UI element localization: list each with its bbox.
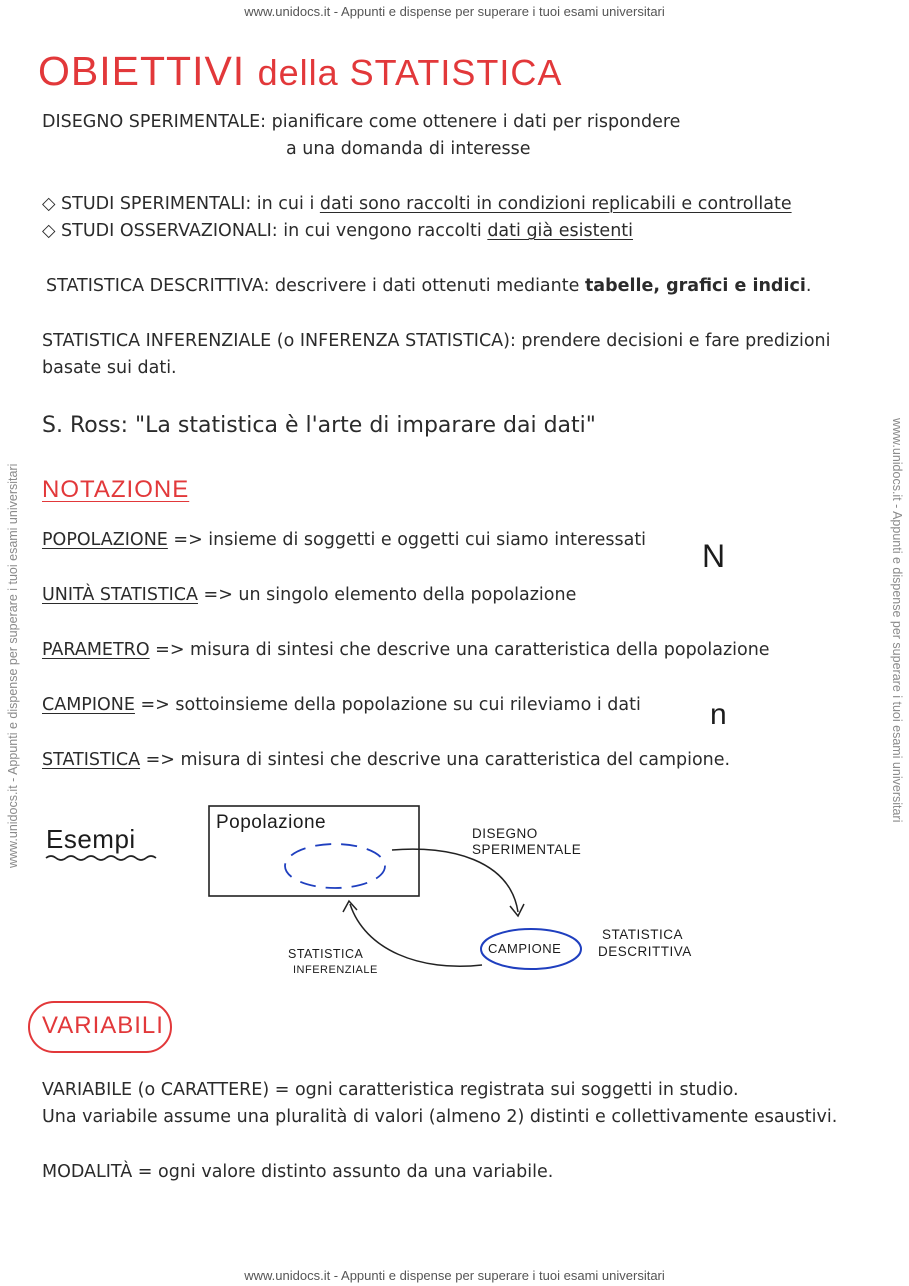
studi-sperimentali <box>42 193 792 215</box>
notazione-item-parametro <box>42 639 770 661</box>
watermark-bottom: www.unidocs.it - Appunti e dispense per superare i tuoi esami universitari <box>244 1268 665 1283</box>
variabile-line1: VARIABILE (o CARATTERE) = ogni caratteristica registrata sui soggetti in studio. <box>42 1080 739 1100</box>
studi-osservazionali <box>42 220 633 242</box>
watermark-right: www.unidocs.it - Appunti e dispense per superare i tuoi esami universitari <box>890 418 904 823</box>
inferenziale-line2: basate sui dati. <box>42 358 177 378</box>
descrittiva-bold: tabelle, grafici e indici <box>584 276 806 296</box>
symbol-small-n: n <box>710 698 728 731</box>
disegno-line1: DISEGNO SPERIMENTALE: pianificare come ottenere i dati per rispondere <box>42 112 681 132</box>
symbol-big-n: N <box>702 538 726 574</box>
disegno-line2: a una domanda di interesse <box>286 139 531 159</box>
statistica-descrittiva <box>46 275 811 297</box>
term-campione: CAMPIONE <box>42 695 135 715</box>
arrow-disegno <box>392 849 518 912</box>
def-popolazione: => insieme di soggetti e oggetti cui siamo interessati <box>167 530 647 550</box>
descrittiva-suffix: . <box>805 276 812 296</box>
watermark-top: www.unidocs.it - Appunti e dispense per superare i tuoi esami universitari <box>244 4 665 19</box>
diagram-inferenziale-label <box>288 946 378 978</box>
page-title <box>38 48 562 95</box>
studi-osservazionali-underlined: dati già esistenti <box>487 221 634 241</box>
notazione-heading <box>42 476 189 504</box>
def-unita: => un singolo elemento della popolazione <box>197 585 577 605</box>
notazione-item-campione <box>42 694 641 716</box>
def-statistica: => misura di sintesi che descrive una caratteristica del campione. <box>140 750 731 770</box>
inner-dashed-ellipse <box>285 844 385 888</box>
notazione-item-popolazione <box>42 529 646 551</box>
modalita-line: MODALITÀ = ogni valore distinto assunto da una variabile. <box>42 1162 554 1182</box>
term-parametro: PARAMETRO <box>42 640 150 660</box>
desc-word1: STATISTICA <box>602 927 684 942</box>
term-statistica: STATISTICA <box>42 750 141 770</box>
studi-osservazionali-label: ◇ STUDI OSSERVAZIONALI: in cui vengono raccolti <box>42 221 488 241</box>
variabile-line2: Una variabile assume una pluralità di valori (almeno 2) distinti e collettivamente esaustivi. <box>42 1107 838 1127</box>
term-unita: UNITÀ STATISTICA <box>42 585 198 605</box>
arrow-inferenziale-head <box>343 901 357 912</box>
diagram-popolazione-label: Popolazione <box>216 812 327 833</box>
ross-quote: S. Ross: "La statistica è l'arte di imparare dai dati" <box>42 413 596 438</box>
esempi-wavy-underline <box>46 856 156 860</box>
inferenziale-line1: STATISTICA INFERENZIALE (o INFERENZA STATISTICA): prendere decisioni e fare predizioni <box>42 331 831 351</box>
disegno-word2: SPERIMENTALE <box>472 842 582 857</box>
def-parametro: => misura di sintesi che descrive una caratteristica della popolazione <box>149 640 770 660</box>
title-main: OBIETTIVI <box>38 48 246 94</box>
term-popolazione: POPOLAZIONE <box>42 530 168 550</box>
inf-word2: INFERENZIALE <box>293 964 378 976</box>
def-campione: => sottoinsieme della popolazione su cui rileviamo i dati <box>134 695 641 715</box>
watermark-left: www.unidocs.it - Appunti e dispense per superare i tuoi esami universitari <box>6 463 20 868</box>
studi-sperimentali-underlined: dati sono raccolti in condizioni replicabili e controllate <box>319 194 792 214</box>
notazione-item-statistica <box>42 749 730 771</box>
studi-sperimentali-label: ◇ STUDI SPERIMENTALI: in cui i <box>42 194 320 214</box>
descrittiva-label: STATISTICA DESCRITTIVA: descrivere i dati ottenuti mediante <box>46 276 585 296</box>
notazione-item-unita <box>42 584 576 606</box>
title-rest: della STATISTICA <box>257 52 563 93</box>
variabili-heading: VARIABILI <box>42 1012 164 1039</box>
disegno-word1: DISEGNO <box>472 826 538 841</box>
esempi-heading: Esempi <box>46 824 136 854</box>
diagram-descrittiva-label <box>598 926 692 960</box>
diagram-disegno-label <box>472 826 581 858</box>
arrow-disegno-head <box>510 904 524 916</box>
desc-word2: DESCRITTIVA <box>598 944 692 959</box>
notazione-heading-text: NOTAZIONE <box>42 476 190 503</box>
inf-word1: STATISTICA <box>288 947 364 961</box>
diagram-campione-label: CAMPIONE <box>488 941 562 956</box>
